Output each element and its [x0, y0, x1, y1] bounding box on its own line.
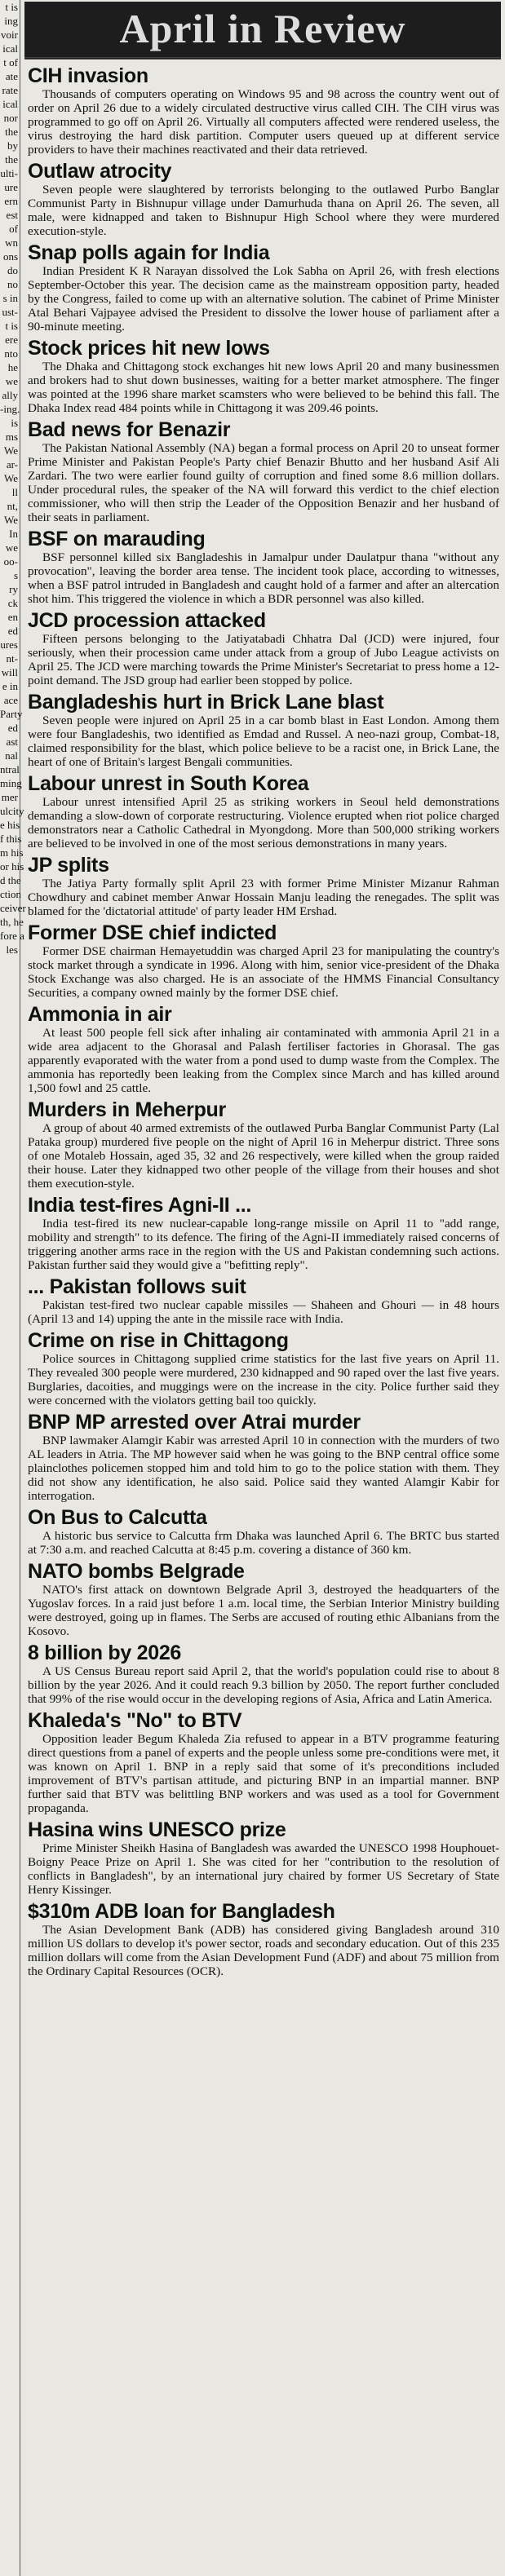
news-headline: JCD procession attacked [28, 609, 266, 632]
news-headline: Ammonia in air [28, 1003, 172, 1026]
margin-fragment: ulcity [0, 805, 24, 817]
margin-fragment: In [9, 528, 18, 540]
margin-fragment: t is [5, 320, 18, 332]
news-body: Seven people were slaughtered by terrorists belonging to the outlawed Purbo Banglar Communist Party in Bishnupur village under Damurhuda thana on April 26. The seven, all male, were kidnapped and taken to Bishnupur High School where they were murdered execution-style. [28, 183, 499, 238]
news-body: India test-fired its new nuclear-capable long-range missile on April 11 to "add range, mobility and strength" to its defence. The firing of the Agni-II immediately raised concerns of triggering another arms race in the region with the US and Pakistan condemning such actions. Pakistan further said they would give a "befitting reply". [28, 1217, 499, 1272]
margin-fragment: f this [0, 833, 22, 845]
news-body: Fifteen persons belonging to the Jatiyatabadi Chhatra Dal (JCD) were injured, four seriously, when their procession came under attack from a group of Jubo League activists on April 25. The JCD were marching towards the Prime Minister's Secretariat to press home a 12-point demand. The JSD group had earlier been stopped by police. [28, 632, 499, 687]
margin-fragment: is [11, 417, 18, 429]
margin-fragment: ing [4, 15, 18, 27]
news-headline: Hasina wins UNESCO prize [28, 1818, 286, 1841]
margin-fragment: t of [3, 56, 18, 68]
margin-fragment: We [4, 444, 18, 457]
margin-fragment: voir [1, 29, 18, 41]
news-item [28, 854, 499, 918]
news-body: Police sources in Chittagong supplied crime statistics for the last five years on April 11. They revealed 300 people were murdered, 230 kidnapped and 90 raped over the last five years. Burglaries, dacoities, and muggings were on the increase in the city. Police further said they were concerned with the violators getting bail too quickly. [28, 1352, 499, 1407]
margin-fragment: ical [2, 98, 18, 110]
margin-fragment: ction [0, 888, 21, 900]
margin-fragment: ace [3, 694, 18, 706]
margin-fragment: nor [3, 112, 18, 124]
news-item [28, 691, 499, 769]
margin-fragment: he [7, 361, 18, 373]
margin-fragment: oo- [3, 555, 18, 568]
margin-fragment: ar- [6, 458, 18, 471]
news-item [28, 1098, 499, 1191]
margin-fragment: ms [5, 431, 18, 443]
margin-fragment: en [7, 611, 18, 623]
margin-fragment: th, he [0, 916, 24, 928]
margin-fragment: ate [5, 70, 18, 82]
margin-fragment: the [5, 126, 18, 138]
margin-fragment: wn [5, 236, 18, 249]
news-item [28, 1560, 499, 1638]
news-headline: ... Pakistan follows suit [28, 1275, 246, 1298]
margin-fragment: ck [7, 597, 18, 609]
margin-fragment: ures [0, 638, 18, 651]
news-headline: Former DSE chief indicted [28, 921, 277, 944]
margin-fragment: ere [5, 334, 18, 346]
margin-fragment: ceiver [0, 902, 26, 914]
margin-fragment: ern [4, 195, 18, 207]
news-body: The Jatiya Party formally split April 23 with former Prime Minister Mizanur Rahman Chowdhury and cabinet member Anwar Hossain Manju leading the renegades. The split was blamed for the 'dictatorial attitude' of party leader HM Ershad. [28, 877, 499, 918]
news-item [28, 1641, 499, 1706]
adjacent-column-fragment [0, 0, 26, 2576]
news-item [28, 1411, 499, 1503]
news-body: Pakistan test-fired two nuclear capable missiles — Shaheen and Ghouri — in 48 hours (April 13 and 14) upping the ante in the missile race with India. [28, 1298, 499, 1326]
news-item [28, 1506, 499, 1557]
news-body: A group of about 40 armed extremists of the outlawed Purba Banglar Communist Party (Lal Pataka group) murdered five people on the night of April 16 in Meherpur district. Three sons of one Motaleb Hossain, aged 35, 32 and 26 respectively, were killed when the group raided their house. Later they kidnapped two other people of the village from their houses and shot them execution-style. [28, 1121, 499, 1191]
news-headline: Outlaw atrocity [28, 160, 172, 183]
margin-fragment: e his [0, 819, 20, 831]
margin-fragment: ming [0, 777, 22, 789]
news-body: Thousands of computers operating on Windows 95 and 98 across the country went out of order on April 26 due to a widely circulated destructive virus called CIH. The CIH virus was programmed to go off on April 26. Virtually all computers affected were rendered useless, the virus destroying the hard disk partition. Computer users queued up at different service providers to have their machines reactivated and their data retrieved. [28, 87, 499, 157]
news-item [28, 64, 499, 157]
news-item [28, 1900, 499, 1978]
news-item [28, 772, 499, 851]
margin-fragment: or his [0, 860, 24, 873]
news-item [28, 1194, 499, 1272]
margin-fragment: ntral [0, 763, 20, 775]
margin-fragment: e in [2, 680, 18, 692]
news-headline: Bangladeshis hurt in Brick Lane blast [28, 691, 384, 714]
news-headline: JP splits [28, 854, 109, 877]
news-headline: India test-fires Agni-II ... [28, 1194, 252, 1217]
margin-fragment: m his [0, 846, 24, 859]
news-headline: Murders in Meherpur [28, 1098, 226, 1121]
news-body: The Pakistan National Assembly (NA) began a formal process on April 20 to unseat former Prime Minister and Pakistan People's Party chief Benazir Bhutto and her husband Asif Ali Zardari. The two were earlier found guilty of corruption and fined some 8.6 million dollars. Under procedural rules, the speaker of the NA will forward this verdict to the chief election commissioner, who will then strip the Leader of the Opposition Benazir and her husband of their seats in parliament. [28, 441, 499, 524]
margin-fragment: d the [0, 874, 21, 886]
margin-fragment: est [6, 209, 18, 221]
april-in-review-column [24, 0, 501, 2576]
margin-fragment: t is [5, 1, 18, 13]
news-body: Opposition leader Begum Khaleda Zia refused to appear in a BTV programme featuring direct questions from a panel of experts and the people unless some pre-conditions were met, it was known on April 1. BNP in a reply said that some of it's preconditions included improvement of BTV's partisan attitude, and picturing BNP in an impartial manner. BNP further said that BTV was belittling BNP workers and was used as a tool for Government propaganda. [28, 1732, 499, 1815]
news-headline: Khaleda's "No" to BTV [28, 1709, 242, 1732]
margin-fragment: ical [2, 42, 18, 55]
margin-fragment: nal [5, 749, 18, 762]
margin-fragment: the [5, 153, 18, 166]
news-body: BSF personnel killed six Bangladeshis in Jamalpur under Daulatpur thana "without any provocation", leaving the border area tense. The incident took place, according to witnesses, when a BSF patrol intruded in Bangladesh and caught hold of a farmer and after an altercation shot him. This triggered the violence in which a BDR personnel was also killed. [28, 550, 499, 606]
news-item [28, 1818, 499, 1897]
news-headline: Bad news for Benazir [28, 418, 231, 441]
news-body: Labour unrest intensified April 25 as striking workers in Seoul held demonstrations demanding a slow-down of corporate restructuring. Violence erupted when riot police charged demonstrators near a Catholic Cathedral in Myongdong. More than 500,000 striking workers are believed to be involved in one of the most serious demonstrations in many years. [28, 795, 499, 851]
news-headline: 8 billion by 2026 [28, 1641, 182, 1664]
news-body: At least 500 people fell sick after inhaling air contaminated with ammonia April 21 in a wide area adjacent to the Ghorasal and Palash fertiliser factories in Ghorasal. The gas apparently evaporated with the water from a pond used to dump waste from the Complex. The ammonia has reportedly been leaking from the Complex since March and has killed around 1,500 fowl and 25 cattle. [28, 1026, 499, 1095]
margin-fragment: nt- [6, 652, 18, 665]
news-item [28, 921, 499, 1000]
margin-fragment: We [4, 472, 18, 484]
margin-fragment: s [13, 569, 18, 581]
news-item [28, 241, 499, 334]
news-item [28, 1275, 499, 1326]
margin-fragment: ust- [2, 306, 18, 318]
margin-fragment: no [7, 278, 18, 290]
news-body: A historic bus service to Calcutta frm Dhaka was launched April 6. The BRTC bus started at 7:30 a.m. and reached Calcutta at 8:45 p.m. covering a distance of 360 km. [28, 1529, 499, 1557]
news-headline: Crime on rise in Chittagong [28, 1329, 289, 1352]
margin-fragment: nto [4, 347, 18, 360]
news-item [28, 609, 499, 687]
news-item [28, 1709, 499, 1815]
margin-fragment: mer [1, 791, 18, 803]
news-item [28, 528, 499, 606]
news-headline: NATO bombs Belgrade [28, 1560, 245, 1583]
margin-fragment: will [1, 666, 18, 678]
news-body: NATO's first attack on downtown Belgrade April 3, destroyed the headquarters of the Yugoslav forces. In a raid just before 1 a.m. local time, the Serbian Interior Ministry building were destroyed, going up in flames. The Serbs are accused of routing ethic Albanians from the Kosovo. [28, 1583, 499, 1638]
news-item [28, 418, 499, 524]
news-headline: BSF on marauding [28, 528, 206, 550]
article-list [24, 60, 501, 1978]
margin-fragment: Party [0, 708, 23, 720]
margin-fragment: nt, [7, 500, 18, 512]
news-body: Former DSE chairman Hemayetuddin was charged April 23 for manipulating the country's stock market through a syndicate in 1996. Along with him, senior vice-president of the Dhaka Stock Exchange was also charged. He is an associate of the HMMS Financial Consultancy Securities, a company owned mainly by the former DSE chief. [28, 944, 499, 1000]
news-headline: Stock prices hit new lows [28, 337, 270, 360]
margin-fragment: ll [11, 486, 18, 498]
margin-fragment: ons [2, 250, 18, 263]
margin-fragment: rate [2, 84, 18, 96]
news-body: The Asian Development Bank (ADB) has considered giving Bangladesh around 310 million US dollars to develop it's power sector, roads and secondary education. Out of this 235 million dollars will come from the Asian Development Fund (ADF) and about 75 million from the Ordinary Capital Resources (OCR). [28, 1923, 499, 1978]
news-item [28, 337, 499, 415]
news-body: BNP lawmaker Alamgir Kabir was arrested April 10 in connection with the murders of two AL leaders in Atria. The MP however said when he was going to the BNP central office some plainclothes policemen stopped him and told him to go to the police station with them. They did not show any identification, he also said. Police said they wanted Alamgir Kabir for interrogation. [28, 1434, 499, 1503]
news-item [28, 160, 499, 238]
masthead [24, 2, 501, 60]
news-headline: $310m ADB loan for Bangladesh [28, 1900, 335, 1923]
margin-fragment: of [9, 223, 18, 235]
margin-fragment: we [5, 541, 18, 554]
margin-fragment: fore a [0, 930, 24, 942]
news-body: Prime Minister Sheikh Hasina of Bangladesh was awarded the UNESCO 1998 Houphouet-Boigny Peace Prize on April 1. She was cited for her "contribution to the resolution of conflicts in Bangladesh", by an international jury chaired by former US Secretary of State Henry Kissinger. [28, 1841, 499, 1897]
news-item [28, 1003, 499, 1095]
margin-fragment: ed [7, 722, 18, 734]
news-body: Indian President K R Narayan dissolved the Lok Sabha on April 26, with fresh elections September-October this year. The decision came as the mainstream opposition party, headed by the Congress, failed to come up with an alternative solution. The cabinet of Prime Minister Atal Behari Vajpayee advised the President to dissolve the lower house of parliament after a 90-minute meeting. [28, 264, 499, 334]
margin-fragment: ally [2, 389, 18, 401]
news-body: The Dhaka and Chittagong stock exchanges hit new lows April 20 and many businessmen and brokers had to shut down businesses, waiting for a better market atmosphere. The finger was pointed at the 1996 share market scamsters who were believed to be behind this fall. The Dhaka Index read 484 points while in Chittagong it was 209.46 points. [28, 360, 499, 415]
margin-fragment: ure [4, 181, 18, 193]
news-headline: BNP MP arrested over Atrai murder [28, 1411, 361, 1434]
news-headline: CIH invasion [28, 64, 148, 87]
news-body: A US Census Bureau report said April 2, that the world's population could rise to about 8 billion by the year 2026. And it could reach 9.3 billion by 2050. The report further concluded that 99% of the rise would occur in the developing regions of Asia, Africa and Latin America. [28, 1664, 499, 1706]
margin-fragment: ry [9, 583, 18, 595]
news-headline: Labour unrest in South Korea [28, 772, 309, 795]
margin-fragment: s in [2, 292, 18, 304]
margin-fragment: ast [6, 736, 18, 748]
margin-fragment: by [7, 139, 18, 152]
margin-fragment: ulti- [0, 167, 18, 179]
news-headline: On Bus to Calcutta [28, 1506, 207, 1529]
news-item [28, 1329, 499, 1407]
news-headline: Snap polls again for India [28, 241, 270, 264]
masthead-title: April in Review [119, 6, 406, 51]
margin-fragment: les [6, 943, 18, 956]
margin-fragment: we [5, 375, 18, 387]
margin-fragment: We [4, 514, 18, 526]
news-body: Seven people were injured on April 25 in a car bomb blast in East London. Among them were four Bangladeshis, two identified as Emdad and Russel. A neo-nazi group, Combat-18, claimed responsibility for the blast, which police believe to be a racist one, in Brick Lane, the heart of one of Britain's largest Bengali communities. [28, 714, 499, 769]
margin-fragment: do [7, 264, 18, 276]
margin-fragment: -ing. [0, 403, 20, 415]
margin-fragment: ed [7, 625, 18, 637]
